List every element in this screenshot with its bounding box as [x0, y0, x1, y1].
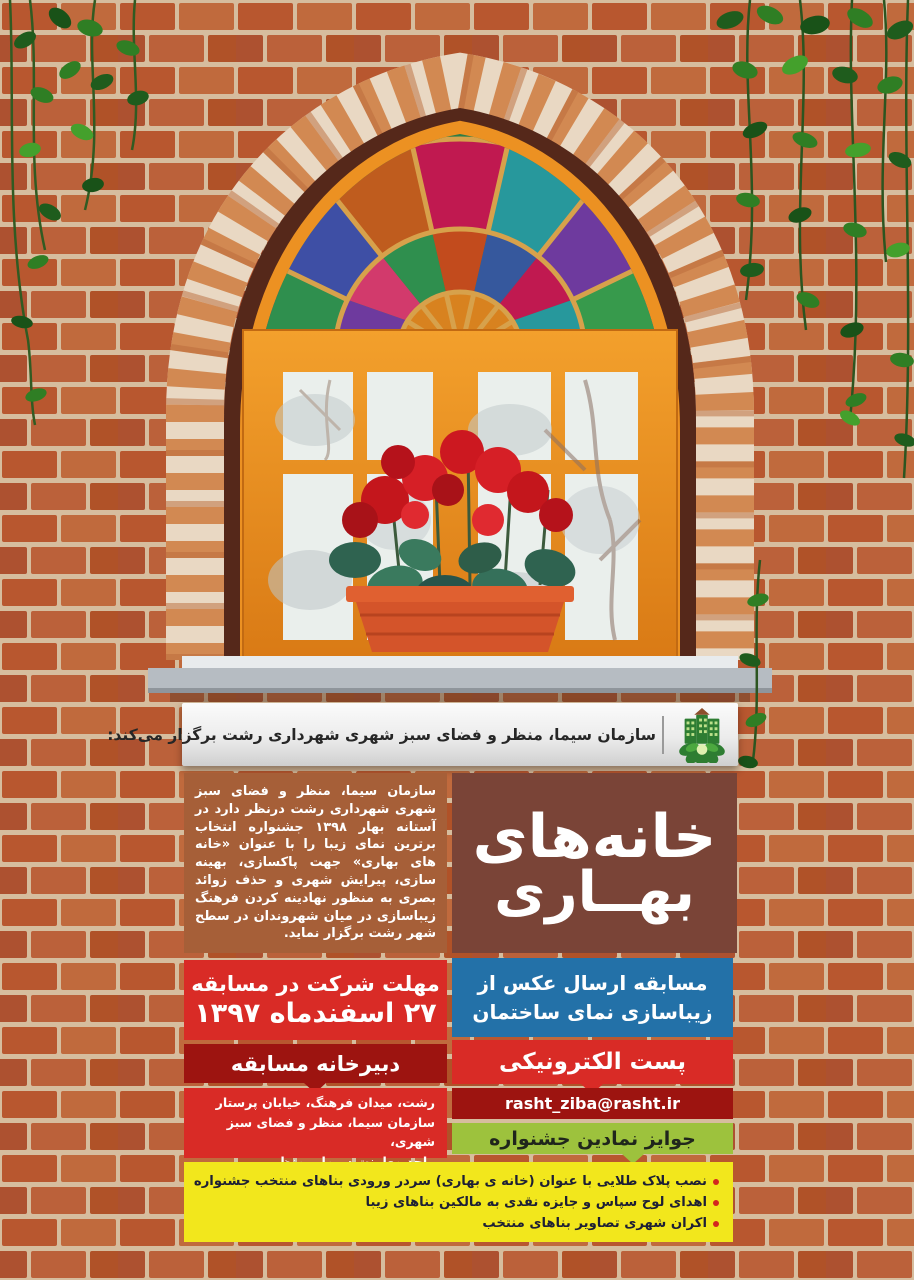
intro-paragraph-panel	[184, 773, 447, 953]
festival-title-line1: خانه‌های	[472, 801, 717, 872]
contest-line1: مسابقه ارسال عکس از	[477, 970, 708, 995]
contest-line2: زیباسازی نمای ساختمان	[472, 999, 713, 1024]
window-sill	[148, 656, 772, 702]
banner-divider	[662, 716, 664, 754]
contest-description-box	[452, 958, 733, 1037]
prizes-header: جوایز نمادین جشنواره	[452, 1123, 733, 1154]
secretariat-address	[184, 1088, 447, 1158]
address-line: سازمان سیما، منظر و فضای سبز شهری،	[226, 1114, 435, 1150]
intro-text: سازمان سیما، منظر و فضای سبز شهری شهرداری رشت درنظر دارد در آستانه بهار ۱۳۹۸ جشنواره انتخاب برترین نمای زیبا را با عنوان «خانه های بهاری» جهت پاکسازی، بهینه سازی، پیرایش شهری و حذف زوائد بصری به منظور نهادینه کردن فرهنگ زیباسازی در میان شهروندان در سطح شهر رشت برگزار نماید.	[195, 784, 436, 942]
prize-item-text: نصب پلاک طلایی با عنوان (خانه ی بهاری) سردر ورودی بناهای منتخب جشنواره	[193, 1174, 707, 1189]
deadline-label: مهلت شرکت در مسابقه	[191, 971, 440, 996]
deadline-box	[184, 960, 447, 1040]
organizer-banner	[107, 703, 738, 766]
organizer-banner-text: سازمان سیما، منظر و فضای سبز شهری شهرداری رشت برگزار می‌کند:	[107, 725, 656, 744]
festival-title-line2: بهــاری	[494, 859, 695, 925]
festival-title-panel	[452, 773, 737, 953]
email-header: پست الکترونیکی	[452, 1040, 733, 1084]
prize-item-text: اکران شهری تصاویر بناهای منتخب	[482, 1216, 707, 1232]
prizes-list	[184, 1162, 733, 1242]
bullet-dot	[713, 1221, 719, 1227]
prize-item	[192, 1192, 719, 1213]
prize-item	[192, 1171, 719, 1192]
secretariat-header: دبیرخانه مسابقه	[184, 1044, 447, 1083]
bullet-dot	[713, 1179, 719, 1185]
municipality-logo-icon	[670, 707, 734, 763]
prize-item	[192, 1213, 719, 1234]
email-address: rasht_ziba@rasht.ir	[452, 1088, 733, 1119]
prize-item-text: اهدای لوح سپاس و جایزه نقدی به مالکین بناهای زیبا	[365, 1195, 707, 1211]
deadline-date: ۲۷ اسفندماه ۱۳۹۷	[194, 997, 437, 1029]
address-line: رشت، میدان فرهنگ، خیابان پرستار	[215, 1095, 435, 1110]
bullet-dot	[713, 1200, 719, 1206]
